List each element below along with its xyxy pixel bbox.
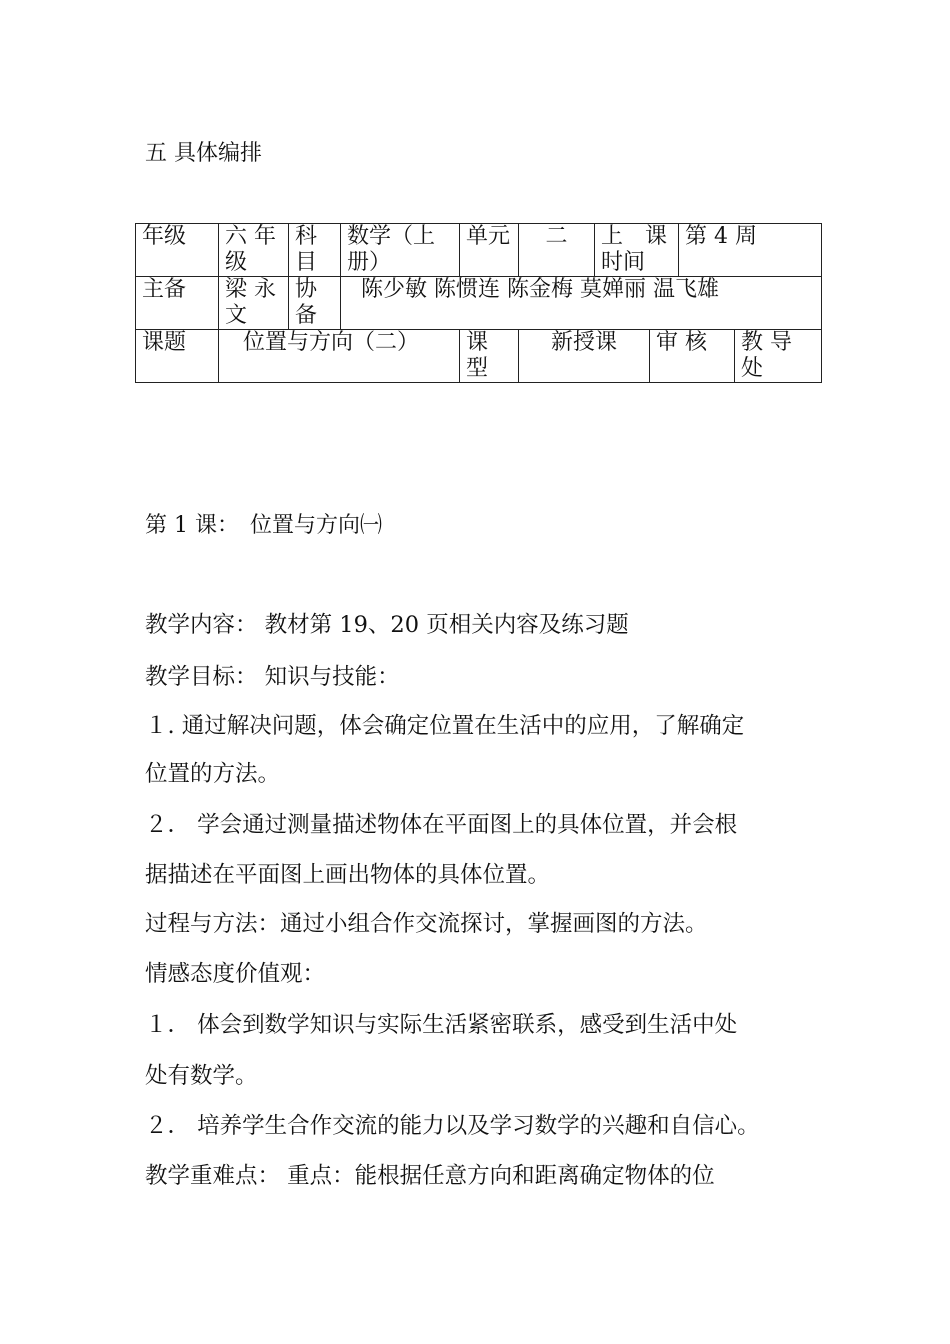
subject-value: 数学（上册） xyxy=(341,224,460,277)
lead-value: 梁 永 文 xyxy=(219,277,289,330)
type-value: 新授课 xyxy=(519,330,650,383)
type-label: 课 型 xyxy=(460,330,519,383)
grade-value: 六 年 级 xyxy=(219,224,289,277)
time-value: 第 4 周 xyxy=(679,224,822,277)
lesson-title: 第 1 课： 位置与方向㈠ xyxy=(145,513,382,538)
text-line: ２． 培养学生合作交流的能力以及学习数学的兴趣和自信心。 xyxy=(145,1113,760,1139)
text-line: 处有数学。 xyxy=(145,1063,258,1089)
topic-value: 位置与方向（二） xyxy=(219,330,460,383)
text-line: 教学重难点： 重点：能根据任意方向和距离确定物体的位 xyxy=(145,1163,715,1189)
lesson-info-table xyxy=(135,223,822,383)
text-line: 位置的方法。 xyxy=(145,761,281,787)
text-line: 情感态度价值观： xyxy=(145,961,326,987)
subject-label: 科 目 xyxy=(289,224,341,277)
table-row xyxy=(136,277,822,330)
grade-label: 年级 xyxy=(136,224,219,277)
table-row xyxy=(136,224,822,277)
time-label: 上 课 时间 xyxy=(595,224,679,277)
text-line: ２． 学会通过测量描述物体在平面图上的具体位置，并会根 xyxy=(145,812,738,838)
text-line: 教学目标： 知识与技能： xyxy=(145,664,400,690)
text-line: 教学内容： 教材第 19、20 页相关内容及练习题 xyxy=(145,612,629,638)
section-title: 五 具体编排 xyxy=(145,141,262,166)
assist-value: 陈少敏 陈惯连 陈金梅 莫婵丽 温飞雄 xyxy=(341,277,822,330)
review-value: 教 导 处 xyxy=(735,330,822,383)
assist-label: 协 备 xyxy=(289,277,341,330)
table-row xyxy=(136,330,822,383)
unit-value: 二 xyxy=(519,224,595,277)
unit-label: 单元 xyxy=(460,224,519,277)
lead-label: 主备 xyxy=(136,277,219,330)
text-line: 据描述在平面图上画出物体的具体位置。 xyxy=(145,862,551,888)
topic-label: 课题 xyxy=(136,330,219,383)
review-label: 审 核 xyxy=(650,330,735,383)
text-line: １． 体会到数学知识与实际生活紧密联系，感受到生活中处 xyxy=(145,1012,738,1038)
text-line: 过程与方法：通过小组合作交流探讨，掌握画图的方法。 xyxy=(145,911,708,937)
text-line: １. 通过解决问题，体会确定位置在生活中的应用，了解确定 xyxy=(145,713,745,739)
